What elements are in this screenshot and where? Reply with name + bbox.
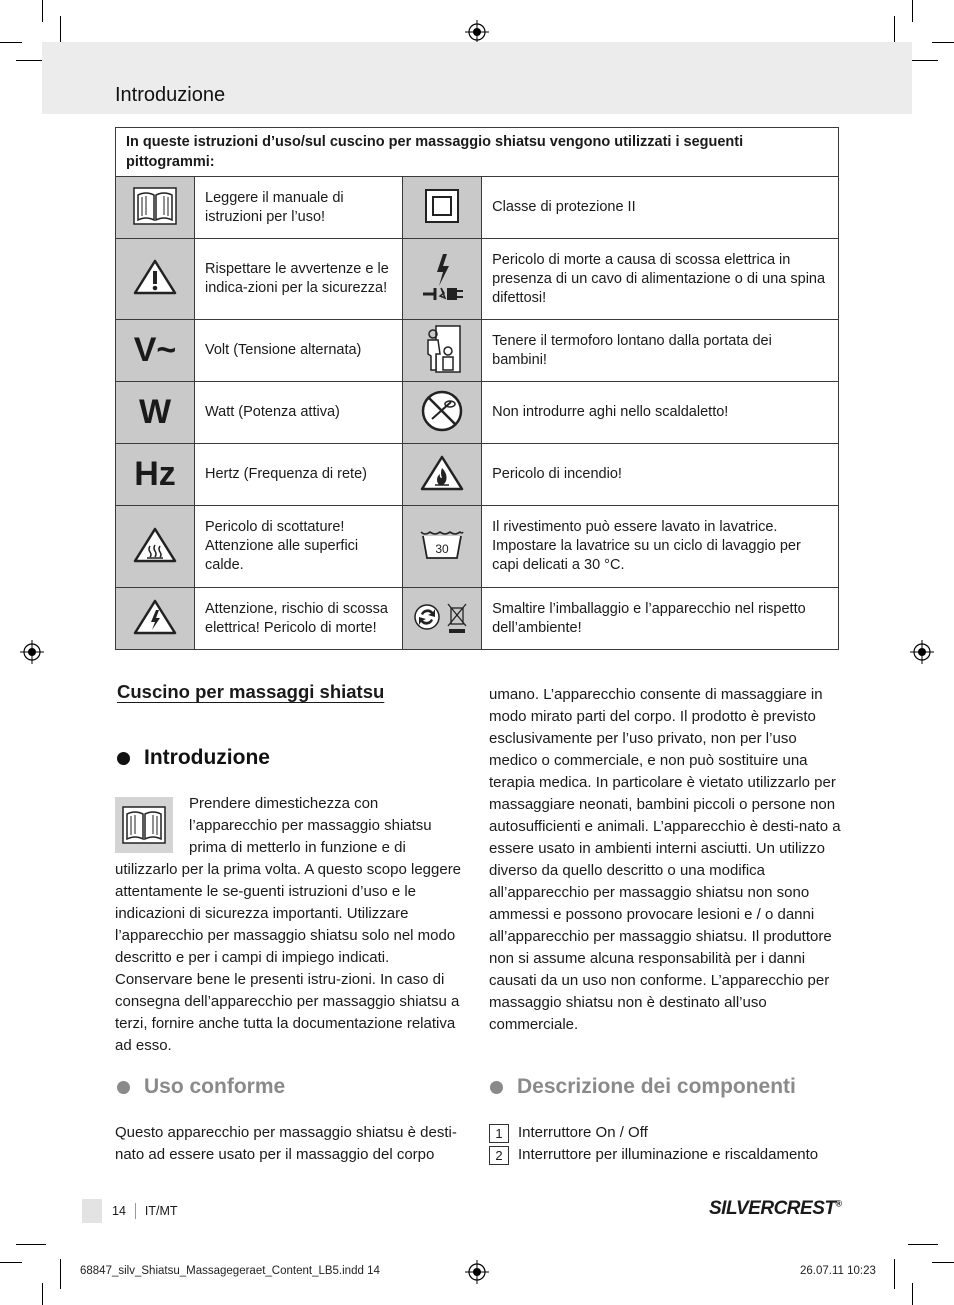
slug-date: 26.07.11 10:23 (800, 1265, 876, 1277)
volt-symbol-text: V~ (133, 331, 177, 369)
footer-marker (82, 1199, 102, 1223)
hot-surface-icon (116, 506, 195, 588)
wash-temperature-label: 30 (435, 541, 449, 556)
wash-30-icon (403, 506, 482, 588)
pictogram-description: Hertz (Frequenza di rete) (195, 444, 403, 506)
pictogram-description: Leggere il manuale di istruzioni per l’uso! (195, 177, 403, 239)
pictogram-description: Attenzione, rischio di scossa elettrica! Pericolo di morte! (195, 588, 403, 650)
uso-conforme-text: Questo apparecchio per massaggio shiatsu è desti-nato ad essere usato per il massaggio del corpo (115, 1124, 457, 1163)
silvercrest-logo (709, 1198, 842, 1220)
componenti-heading (490, 1075, 796, 1099)
intro-text: Prendere dimestichezza con l’apparecchio per massaggio shiatsu prima di metterlo in funzione e di utilizzarlo per la prima volta. A questo scopo leggere attentamente le se-guenti istruzioni d’uso e le indicazioni di sicurezza importanti. Utilizzare l’apparecchio per massaggio shiatsu solo nel modo descritto e per i campi di impiego indicati. Conservare bene le presenti istru-zioni. In caso di consegna dell’apparecchio per massaggio shiatsu a terzi, fornire anche tutta la documentazione relativa ad esso. (115, 795, 462, 1054)
crop-mark (16, 1244, 46, 1245)
crop-mark (0, 42, 22, 43)
page-header-title: Introduzione (115, 84, 226, 106)
registered-mark: ® (835, 1198, 842, 1209)
pictogram-description: Smaltire l’imballaggio e l’apparecchio nel rispetto dell’ambiente! (482, 588, 839, 650)
hertz-symbol (116, 444, 195, 506)
crop-mark (908, 60, 938, 61)
components-list (489, 1122, 841, 1166)
intro-paragraph (115, 793, 467, 1057)
watt-symbol-text: W (138, 393, 172, 431)
table-row (116, 177, 839, 239)
componenti-heading-text: Descrizione dei componenti (517, 1075, 796, 1098)
recycling-icon (403, 588, 482, 650)
pictogram-description: Pericolo di incendio! (482, 444, 839, 506)
brand-name: SILVERCREST (709, 1198, 836, 1219)
registration-mark-icon (20, 640, 44, 664)
crop-mark (932, 1262, 954, 1263)
uso-conforme-heading (117, 1075, 285, 1099)
list-item (489, 1122, 841, 1144)
pictogram-description: Tenere il termoforo lontano dalla portata dei bambini! (482, 320, 839, 382)
fire-hazard-icon (403, 444, 482, 506)
table-row (116, 506, 839, 588)
pictogram-description: Pericolo di scottature! Attenzione alle superfici calde. (195, 506, 403, 588)
slug-filename: 68847_silv_Shiatsu_Massagegeraet_Content_LB5.indd 14 (80, 1265, 380, 1277)
table-header-row (116, 128, 839, 177)
component-number: 1 (489, 1124, 509, 1143)
table-row (116, 320, 839, 382)
component-label: Interruttore per illuminazione e riscaldamento (518, 1146, 819, 1163)
crop-mark (894, 1259, 895, 1289)
book-icon (116, 177, 195, 239)
registration-mark-icon (910, 640, 934, 664)
right-column-text: umano. L’apparecchio consente di massaggiare in modo mirato parti del corpo. Il prodotto è previsto esclusivamente per l’uso privato, non per l’uso medico o commerciale, e non può sostituire una terapia medica. In particolare è vietato utilizzarlo per massaggiare neonati, bambini piccoli o persone non autosufficienti e animali. L’apparecchio è desti-nato a essere usato in ambienti interni asciutti. Un utilizzo diverso da quello descritto o una modifica all’apparecchio per massaggio shiatsu non sono ammessi e possono provocare lesioni e / o danni all’apparecchio per massaggio shiatsu. Il produttore non si assume alcuna responsabilità per i danni causati da un uso non conforme. L’apparecchio per massaggio shiatsu non è destinato all’uso commerciale. (489, 686, 841, 1033)
pictogram-description: Il rivestimento può essere lavato in lavatrice. Impostare la lavatrice su un ciclo di lavaggio per capi delicati a 30 °C. (482, 506, 839, 588)
pictogram-table (115, 127, 839, 650)
component-label: Interruttore On / Off (518, 1124, 648, 1141)
pictogram-description: Non introdurre aghi nello scaldaletto! (482, 382, 839, 444)
pictogram-description: Classe di protezione II (482, 177, 839, 239)
keep-away-children-icon (403, 320, 482, 382)
pictogram-description: Watt (Potenza attiva) (195, 382, 403, 444)
footer-divider (135, 1203, 136, 1219)
list-item (489, 1144, 841, 1166)
crop-mark (0, 1262, 22, 1263)
component-number: 2 (489, 1146, 509, 1165)
crop-mark (912, 1283, 913, 1305)
pictogram-description: Volt (Tensione alternata) (195, 320, 403, 382)
crop-mark (912, 0, 913, 22)
registration-mark-icon (465, 20, 489, 44)
registration-mark-icon (465, 1260, 489, 1284)
crop-mark (932, 42, 954, 43)
bullet-icon (490, 1081, 503, 1094)
intro-heading-text: Introduzione (144, 746, 270, 769)
section-title: Cuscino per massaggi shiatsu (117, 681, 385, 702)
table-row (116, 382, 839, 444)
crop-mark (42, 0, 43, 22)
table-row (116, 588, 839, 650)
no-needles-icon (403, 382, 482, 444)
uso-conforme-heading-text: Uso conforme (144, 1075, 286, 1098)
bullet-icon (117, 752, 130, 765)
warning-triangle-icon (116, 239, 195, 320)
table-heading: In queste istruzioni d’uso/sul cuscino per massaggio shiatsu vengono utilizzati i seguenti pittogrammi: (116, 128, 839, 177)
pictogram-description: Pericolo di morte a causa di scossa elettrica in presenza di un cavo di alimentazione o di una spina difettosi! (482, 239, 839, 320)
page-footer (82, 1199, 178, 1223)
pictogram-description: Rispettare le avvertenze e le indica-zioni per la sicurezza! (195, 239, 403, 320)
protection-class-ii-icon (403, 177, 482, 239)
electric-shock-icon (116, 588, 195, 650)
crop-mark (60, 1259, 61, 1289)
language-code: IT/MT (144, 1204, 178, 1218)
defective-plug-icon (403, 239, 482, 320)
page-number: 14 (112, 1204, 126, 1218)
table-row (116, 444, 839, 506)
bullet-icon (117, 1081, 130, 1094)
watt-symbol (116, 382, 195, 444)
table-row (116, 239, 839, 320)
intro-heading (117, 746, 270, 770)
book-icon (115, 797, 173, 853)
hertz-symbol-text: Hz (134, 455, 176, 493)
volt-symbol (116, 320, 195, 382)
crop-mark (42, 1283, 43, 1305)
crop-mark (908, 1244, 938, 1245)
